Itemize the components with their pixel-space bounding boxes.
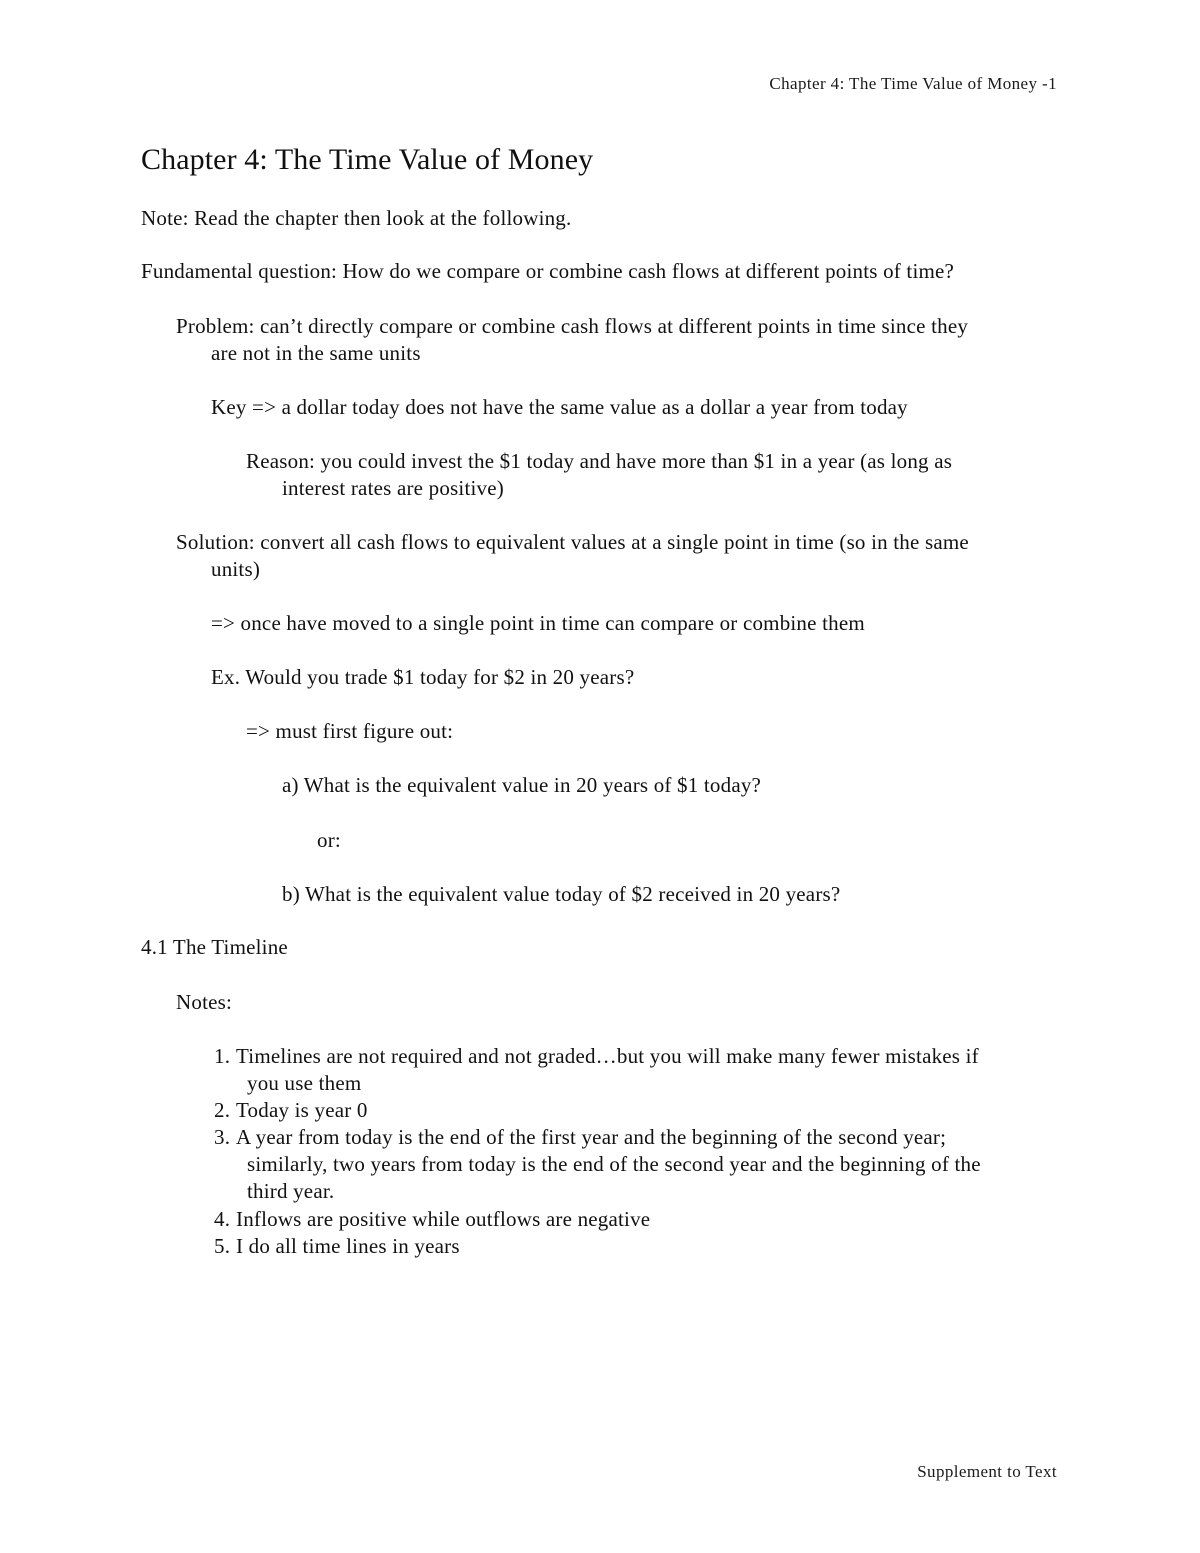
running-header: Chapter 4: The Time Value of Money -1 — [769, 74, 1057, 93]
must-figure-line: => must first figure out: — [246, 719, 454, 743]
solution-line-1: Solution: convert all cash flows to equivalent values at a single point in time (so in the same — [176, 530, 969, 554]
list-item-text: Today is year 0 — [236, 1098, 368, 1122]
list-item-text: third year. — [247, 1179, 335, 1203]
solution-line-2: units) — [211, 557, 261, 581]
reason-line-2: interest rates are positive) — [282, 476, 504, 500]
key-line: Key => a dollar today does not have the same value as a dollar a year from today — [211, 395, 908, 419]
notes-label: Notes: — [176, 990, 233, 1014]
option-a-line: a) What is the equivalent value in 20 years of $1 today? — [282, 773, 762, 797]
reason-line-1: Reason: you could invest the $1 today and have more than $1 in a year (as long as — [246, 449, 953, 473]
section-heading: 4.1 The Timeline — [141, 935, 288, 959]
list-item-text: I do all time lines in years — [236, 1234, 460, 1258]
list-item-number: 1. — [214, 1044, 231, 1068]
list-item-number: 4. — [214, 1207, 231, 1231]
fundamental-question: Fundamental question: How do we compare or combine cash flows at different points of time? — [141, 259, 955, 283]
list-item-text: A year from today is the end of the first year and the beginning of the second year; — [236, 1125, 947, 1149]
page-title: Chapter 4: The Time Value of Money — [141, 143, 594, 176]
problem-line-2: are not in the same units — [211, 341, 421, 365]
list-item-number: 3. — [214, 1125, 231, 1149]
list-item-text: Timelines are not required and not graded…but you will make many fewer mistakes if — [236, 1044, 979, 1068]
note-line: Note: Read the chapter then look at the following. — [141, 206, 572, 230]
once-moved-line: => once have moved to a single point in time can compare or combine them — [211, 611, 865, 635]
option-b-line: b) What is the equivalent value today of $2 received in 20 years? — [282, 882, 841, 906]
example-line: Ex. Would you trade $1 today for $2 in 20 years? — [211, 665, 635, 689]
list-item-text: you use them — [247, 1071, 362, 1095]
page-footer: Supplement to Text — [917, 1462, 1057, 1481]
list-item-number: 5. — [214, 1234, 231, 1258]
list-item-text: similarly, two years from today is the end of the second year and the beginning of the — [247, 1152, 981, 1176]
list-item-text: Inflows are positive while outflows are negative — [236, 1207, 651, 1231]
problem-line-1: Problem: can’t directly compare or combine cash flows at different points in time since they — [176, 314, 969, 338]
or-line: or: — [317, 828, 341, 852]
list-item-number: 2. — [214, 1098, 231, 1122]
